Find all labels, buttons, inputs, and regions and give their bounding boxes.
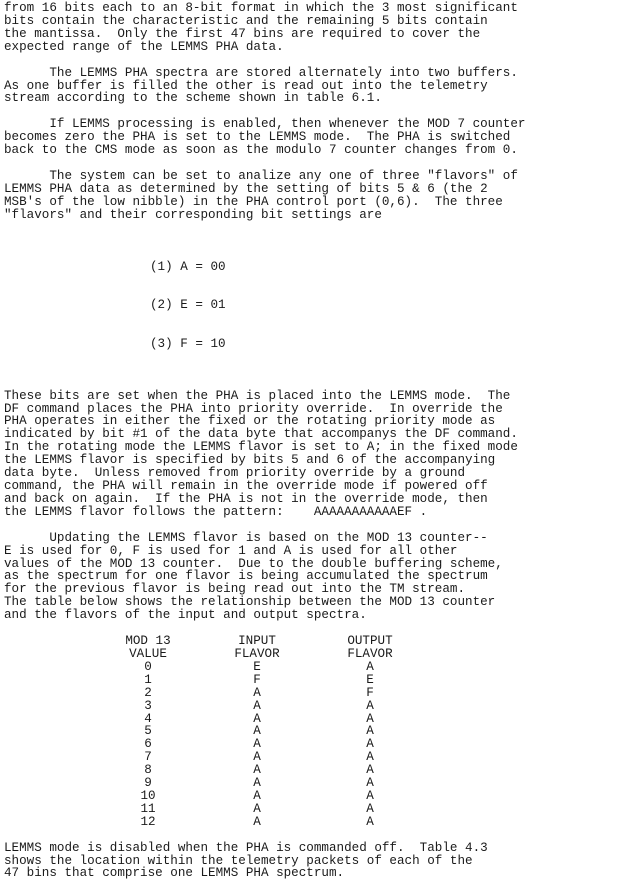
mod13-value-cell: 5 bbox=[144, 724, 152, 739]
text-line: the LEMMS flavor follows the pattern: AAAAAAAAAAAEF . bbox=[4, 504, 428, 519]
table-row bbox=[104, 661, 418, 674]
input-flavor-cell: A bbox=[253, 685, 261, 700]
text-line: The table below shows the relationship between the MOD 13 counter bbox=[4, 595, 496, 610]
input-flavor-cell: A bbox=[253, 724, 261, 739]
text-line: As one buffer is filled the other is read out into the telemetry bbox=[4, 78, 488, 93]
table-header-row bbox=[104, 635, 418, 661]
paragraph-disabled bbox=[4, 842, 630, 880]
mod13-value-cell: 12 bbox=[140, 814, 156, 829]
input-flavor-cell: F bbox=[253, 672, 261, 687]
text-line: indicated by bit #1 of the data byte that accompanys the DF command. bbox=[4, 427, 518, 442]
input-flavor-cell: A bbox=[253, 814, 261, 829]
text-line: for the previous flavor is being read out into the TM stream. bbox=[4, 582, 466, 597]
output-flavor-cell: A bbox=[366, 711, 374, 726]
text-line: expected range of the LEMMS PHA data. bbox=[4, 39, 284, 54]
paragraph-mod7 bbox=[4, 118, 630, 157]
text-line: shows the location within the telemetry packets of each of the bbox=[4, 853, 473, 868]
output-flavor-cell: A bbox=[366, 801, 374, 816]
flavor-list bbox=[150, 235, 630, 377]
mod13-value-cell: 3 bbox=[144, 698, 152, 713]
text-line: and back on again. If the PHA is not in the override mode, then bbox=[4, 491, 488, 506]
text-line: In the rotating mode the LEMMS flavor is set to A; in the fixed mode bbox=[4, 440, 518, 455]
paragraph-buffers bbox=[4, 67, 630, 106]
text-line: as the spectrum for one flavor is being accumulated the spectrum bbox=[4, 569, 488, 584]
input-flavor-cell: A bbox=[253, 698, 261, 713]
mod13-value-cell: 1 bbox=[144, 672, 152, 687]
text-line: values of the MOD 13 counter. Due to the double buffering scheme, bbox=[4, 556, 503, 571]
mod13-value-cell: 10 bbox=[140, 788, 156, 803]
input-flavor-cell: A bbox=[253, 801, 261, 816]
output-flavor-cell: E bbox=[366, 672, 374, 687]
text-line: the mantissa. Only the first 47 bins are required to cover the bbox=[4, 26, 481, 41]
input-flavor-cell: A bbox=[253, 711, 261, 726]
text-line: DF command places the PHA into priority override. In override the bbox=[4, 401, 503, 416]
text-line: data byte. Unless removed from priority override by a ground bbox=[4, 466, 466, 481]
output-flavor-cell: A bbox=[366, 776, 374, 791]
input-flavor-cell: A bbox=[253, 750, 261, 765]
input-flavor-cell: A bbox=[253, 788, 261, 803]
table-row bbox=[104, 816, 418, 829]
mod13-value-cell: 9 bbox=[144, 776, 152, 791]
header-output-flavor: OUTPUT FLAVOR bbox=[347, 634, 393, 661]
text-line: The system can be set to analize any one of three "flavors" of bbox=[4, 169, 518, 184]
text-line: from 16 bits each to an 8-bit format in which the 3 most significant bbox=[4, 1, 518, 15]
input-flavor-cell: A bbox=[253, 737, 261, 752]
flavor-item: (2) E = 01 bbox=[150, 298, 226, 313]
output-flavor-cell: A bbox=[366, 698, 374, 713]
mod13-value-cell: 11 bbox=[140, 801, 156, 816]
table-row bbox=[104, 700, 418, 713]
text-line: command, the PHA will remain in the override mode if powered off bbox=[4, 479, 488, 493]
paragraph-bins bbox=[4, 2, 630, 54]
mod13-value-cell: 0 bbox=[144, 659, 152, 674]
mod13-value-cell: 7 bbox=[144, 750, 152, 765]
text-line: E is used for 0, F is used for 1 and A is used for all other bbox=[4, 543, 458, 558]
output-flavor-cell: A bbox=[366, 659, 374, 674]
table-row bbox=[104, 777, 418, 790]
output-flavor-cell: A bbox=[366, 724, 374, 739]
text-line: If LEMMS processing is enabled, then whenever the MOD 7 counter bbox=[4, 117, 526, 132]
text-line: bits contain the characteristic and the remaining 5 bits contain bbox=[4, 13, 488, 28]
text-line: becomes zero the PHA is set to the LEMMS mode. The PHA is switched bbox=[4, 130, 511, 145]
header-mod13: MOD 13 VALUE bbox=[125, 634, 171, 661]
output-flavor-cell: A bbox=[366, 814, 374, 829]
text-line: LEMMS PHA data as determined by the setting of bits 5 & 6 (the 2 bbox=[4, 181, 488, 196]
text-line: LEMMS mode is disabled when the PHA is commanded off. Table 4.3 bbox=[4, 840, 488, 855]
input-flavor-cell: A bbox=[253, 763, 261, 778]
text-line: PHA operates in either the fixed or the rotating priority mode as bbox=[4, 414, 496, 429]
input-flavor-cell: A bbox=[253, 776, 261, 791]
text-line: back to the CMS mode as soon as the modulo 7 counter changes from 0. bbox=[4, 143, 518, 158]
text-line: and the flavors of the input and output spectra. bbox=[4, 608, 367, 623]
output-flavor-cell: A bbox=[366, 750, 374, 765]
text-line: "flavors" and their corresponding bit settings are bbox=[4, 207, 382, 222]
table-row bbox=[104, 790, 418, 803]
mod13-value-cell: 8 bbox=[144, 763, 152, 778]
output-flavor-cell: A bbox=[366, 788, 374, 803]
text-line: MSB's of the low nibble) in the PHA control port (0,6). The three bbox=[4, 194, 503, 209]
mod13-value-cell: 4 bbox=[144, 711, 152, 726]
mod13-value-cell: 2 bbox=[144, 685, 152, 700]
paragraph-override bbox=[4, 390, 630, 519]
header-input-flavor: INPUT FLAVOR bbox=[234, 634, 280, 661]
flavor-item: (1) A = 00 bbox=[150, 259, 226, 274]
input-flavor-cell: E bbox=[253, 659, 261, 674]
output-flavor-cell: A bbox=[366, 763, 374, 778]
table-row bbox=[104, 803, 418, 816]
text-line: These bits are set when the PHA is placed into the LEMMS mode. The bbox=[4, 388, 511, 403]
text-line: 47 bins that comprise one LEMMS PHA spectrum. bbox=[4, 866, 345, 880]
flavor-item: (3) F = 10 bbox=[150, 336, 226, 351]
output-flavor-cell: A bbox=[366, 737, 374, 752]
table-row bbox=[104, 687, 418, 700]
mod13-value-cell: 6 bbox=[144, 737, 152, 752]
text-line: the LEMMS flavor is specified by bits 5 and 6 of the accompanying bbox=[4, 453, 496, 468]
table-row bbox=[104, 674, 418, 687]
output-flavor-cell: F bbox=[366, 685, 374, 700]
text-line: The LEMMS PHA spectra are stored alternately into two buffers. bbox=[4, 65, 518, 80]
paragraph-mod13 bbox=[4, 532, 630, 622]
text-line: stream according to the scheme shown in table 6.1. bbox=[4, 91, 382, 106]
paragraph-flavors-intro bbox=[4, 170, 630, 222]
mod13-flavor-table bbox=[104, 635, 418, 829]
text-line: Updating the LEMMS flavor is based on the MOD 13 counter-- bbox=[4, 530, 488, 545]
